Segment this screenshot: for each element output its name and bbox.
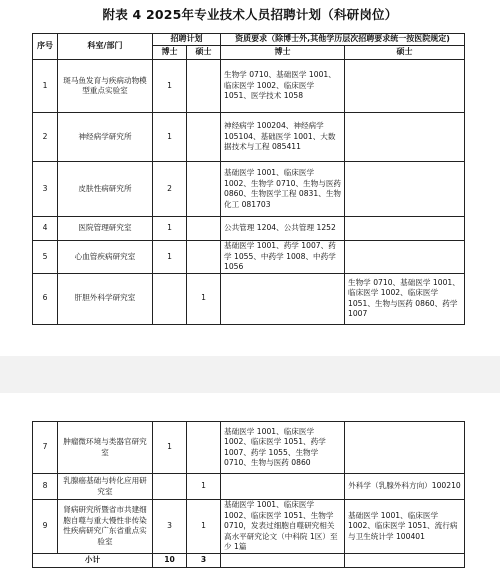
- row-dept: 肝胆外科学研究室: [58, 273, 153, 324]
- row-number: 4: [33, 217, 58, 241]
- row-phd-count: 1: [153, 113, 187, 162]
- header-qualification: 资质要求（除博士外,其他学历层次招聘要求统一按医院规定): [221, 34, 465, 46]
- row-master-count: [187, 422, 221, 474]
- row-number: 8: [33, 474, 58, 500]
- row-number: 7: [33, 422, 58, 474]
- row-phd-count: 1: [153, 217, 187, 241]
- table-row: [33, 217, 465, 241]
- row-master-count: [187, 241, 221, 274]
- row-dept: 斑马鱼发育与疾病动物模型重点实验室: [58, 60, 153, 113]
- row-phd-count: 1: [153, 60, 187, 113]
- row-master-req: [345, 162, 465, 217]
- row-number: 5: [33, 241, 58, 274]
- subtotal-phd: 10: [153, 553, 187, 567]
- page-title: 附表 4 2025年专业技术人员招聘计划（科研岗位）: [102, 7, 398, 22]
- row-dept: 心血管疾病研究室: [58, 241, 153, 274]
- row-master-count: 1: [187, 500, 221, 554]
- row-master-count: [187, 217, 221, 241]
- header-req-master: 硕士: [345, 46, 465, 60]
- row-master-count: [187, 162, 221, 217]
- row-phd-req: 基础医学 1001、药学 1007、药学 1055、中药学 1008、中药学 1056: [221, 241, 345, 274]
- subtotal-empty-cell: [345, 553, 465, 567]
- row-master-req: [345, 60, 465, 113]
- row-master-req: [345, 113, 465, 162]
- row-number: 6: [33, 273, 58, 324]
- header-plan-master: 硕士: [187, 46, 221, 60]
- row-phd-count: 1: [153, 241, 187, 274]
- row-phd-count: 3: [153, 500, 187, 554]
- row-phd-req: [221, 273, 345, 324]
- row-master-req: 基础医学 1001、临床医学 1002、临床医学 1051、流行病与卫生统计学 100401: [345, 500, 465, 554]
- row-phd-count: 1: [153, 422, 187, 474]
- row-dept: 医院管理研究室: [58, 217, 153, 241]
- row-phd-req: 基础医学 1001、临床医学 1002、生物学 0710、生物与医药 0860、生物医学工程 0831、生物化工 081703: [221, 162, 345, 217]
- row-master-req: [345, 422, 465, 474]
- row-master-count: [187, 60, 221, 113]
- row-phd-req: 基础医学 1001、临床医学 1002、临床医学 1051、生物学 0710，发表过细胞自噬研究相关高水平研究论文（中科院 1区）至少 1篇: [221, 500, 345, 554]
- row-number: 1: [33, 60, 58, 113]
- row-dept: 皮肤性病研究所: [58, 162, 153, 217]
- header-plan-phd: 博士: [153, 46, 187, 60]
- subtotal-row: [33, 553, 465, 567]
- table-row: [33, 113, 465, 162]
- row-dept: 神经病学研究所: [58, 113, 153, 162]
- header-dept: 科室/部门: [58, 34, 153, 60]
- row-master-req: [345, 217, 465, 241]
- row-master-req: 外科学（乳腺外科方向）100210: [345, 474, 465, 500]
- recruitment-table-continued: [32, 421, 465, 568]
- row-phd-count: [153, 273, 187, 324]
- row-number: 2: [33, 113, 58, 162]
- header-plan: 招聘计划: [153, 34, 221, 46]
- header-req-phd: 博士: [221, 46, 345, 60]
- table-row: [33, 500, 465, 554]
- table-row: [33, 60, 465, 113]
- row-phd-req: 生物学 0710、基础医学 1001、临床医学 1002、临床医学 1051、医学技术 1058: [221, 60, 345, 113]
- row-number: 9: [33, 500, 58, 554]
- row-phd-req: 基础医学 1001、临床医学 1002、临床医学 1051、药学 1007、药学 1055、生物学 0710、生物与医药 0860: [221, 422, 345, 474]
- row-phd-req: 公共管理 1204、公共管理 1252: [221, 217, 345, 241]
- subtotal-label: 小计: [33, 553, 153, 567]
- row-phd-count: [153, 474, 187, 500]
- row-number: 3: [33, 162, 58, 217]
- table-row: [33, 273, 465, 324]
- row-dept: 肾病研究所暨省市共建细胞自噬与重大慢性非传染性疾病研究广东省重点实验室: [58, 500, 153, 554]
- row-dept: 肿瘤微环境与类器官研究室: [58, 422, 153, 474]
- table-row: [33, 474, 465, 500]
- row-master-count: 1: [187, 273, 221, 324]
- row-master-req: [345, 241, 465, 274]
- subtotal-empty-cell: [221, 553, 345, 567]
- row-dept: 乳腺癌基础与转化应用研究室: [58, 474, 153, 500]
- header-seq: 序号: [33, 34, 58, 60]
- row-master-req: 生物学 0710、基础医学 1001、临床医学 1002、临床医学 1051、生物与医药 0860、药学 1007: [345, 273, 465, 324]
- row-master-count: [187, 113, 221, 162]
- recruitment-table: [32, 33, 465, 325]
- table-row: [33, 241, 465, 274]
- table-row: [33, 422, 465, 474]
- row-master-count: 1: [187, 474, 221, 500]
- row-phd-count: 2: [153, 162, 187, 217]
- table-row: [33, 162, 465, 217]
- row-phd-req: [221, 474, 345, 500]
- subtotal-master: 3: [187, 553, 221, 567]
- row-phd-req: 神经病学 100204、神经病学 105104、基础医学 1001、大数据技术与工程 085411: [221, 113, 345, 162]
